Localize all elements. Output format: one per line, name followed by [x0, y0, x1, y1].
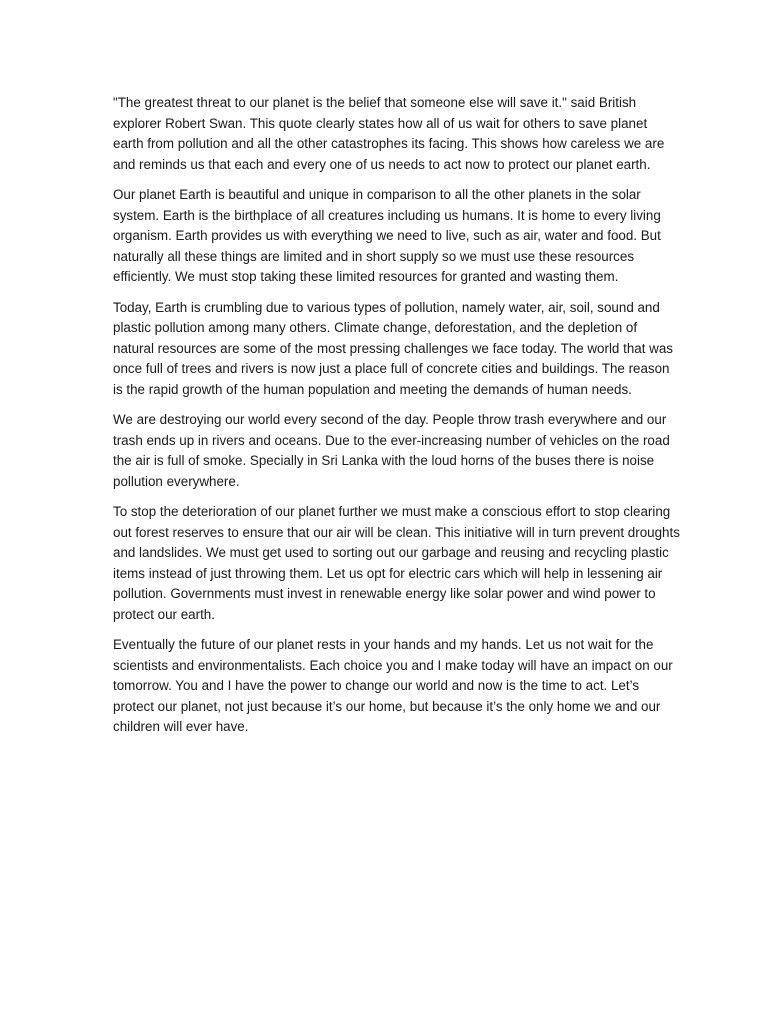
paragraph-conclusion: Eventually the future of our planet rests in your hands and my hands. Let us not wait for the scientists and environmentalists. Each choice you and I make today will have an impact on our tomorrow. You and I have the power to change our world and now is the time to act. Let’s protect our planet, not just because it’s our home, but because it’s the only home we and our children will ever have. [113, 637, 673, 734]
paragraph-solutions: To stop the deterioration of our planet further we must make a conscious effort to stop clearing out forest reserves to ensure that our air will be clean. This initiative will in turn prevent droughts and landslides. We must get used to sorting out our garbage and reusing and recycling plastic items instead of just throwing them. Let us opt for electric cars which will help in lessening air pollution. Governments must invest in renewable energy like solar power and wind power to protect our earth. [113, 504, 680, 622]
paragraph-intro-quote: "The greatest threat to our planet is the belief that someone else will save it." said British explorer Robert Swan. This quote clearly states how all of us wait for others to save planet earth from pollution and all the other catastrophes its facing. This shows how careless we are and reminds us that each and every one of us needs to act now to protect our planet earth. [113, 95, 665, 172]
paragraph-destroying-world: We are destroying our world every second of the day. People throw trash everywhere and our trash ends up in rivers and oceans. Due to the ever-increasing number of vehicles on the road the air is full of smoke. Specially in Sri Lanka with the loud horns of the buses there is noise pollution everywhere. [113, 412, 670, 489]
paragraph-pollution-today: Today, Earth is crumbling due to various types of pollution, namely water, air, soil, sound and plastic pollution among many others. Climate change, deforestation, and the depletion of natural resources are some of the most pressing challenges we face today. The world that was once full of trees and rivers is now just a place full of concrete cities and buildings. The reason is the rapid growth of the human population and meeting the demands of human needs. [113, 299, 673, 397]
document-body [113, 93, 681, 748]
paragraph-planet-earth: Our planet Earth is beautiful and unique in comparison to all the other planets in the solar system. Earth is the birthplace of all creatures including us humans. It is home to every living organism. Earth provides us with everything we need to live, such as air, water and food. But naturally all these things are limited and in short supply so we must use these resources efficiently. We must stop taking these limited resources for granted and wasting them. [113, 187, 661, 284]
